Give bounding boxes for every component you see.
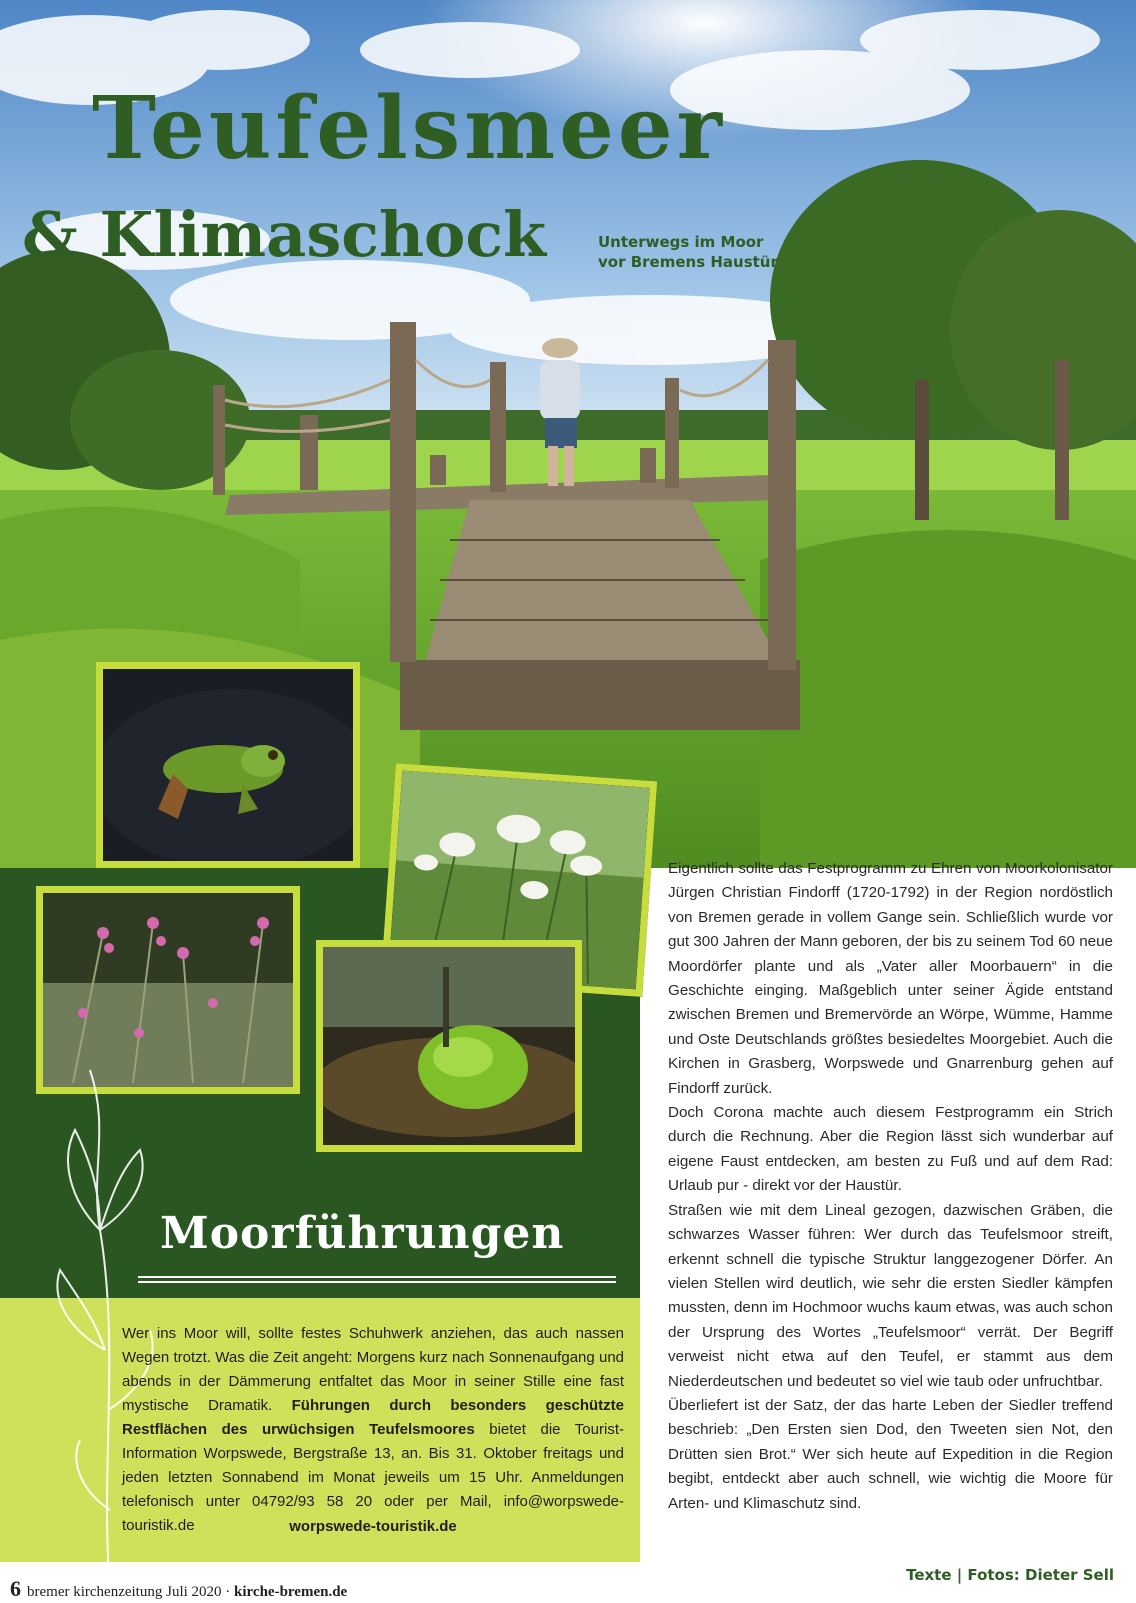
article-paragraph: Doch Corona machte auch diesem Festprogramm ein Strich durch die Rechnung. Aber die Region lässt sich wunderbar auf eigene Faust entdecken, am besten zu Fuß und auf dem Rad: Urlaub pur - direkt vor der Haustür. — [668, 1104, 1113, 1195]
article-body — [668, 857, 1113, 1516]
sidebar-heading: Moorführungen — [160, 1208, 565, 1259]
moss-illustration — [323, 947, 575, 1145]
footer-site-link[interactable]: kirche-bremen.de — [234, 1584, 348, 1600]
article-paragraph: Straßen wie mit dem Lineal gezogen, dazwischen Gräben, die schwarzes Wasser führen: Wer durch das Teufelsmoor streift, erkennt schnell die typische Struktur langgezogener Dörfer. An vielen Stellen wird deutlich, wie sehr die ersten Siedler kämpfen mussten, denn im Hochmoor wuchs kaum etwas, was auch schon der Ursprung des Wortes „Teufelsmoor“ verrät. Der Begriff verweist nicht etwa auf den Teufel, er stammt aus dem Niederdeutschen und bedeutet so viel wie taub oder unfruchtbar. — [668, 1201, 1113, 1390]
page-footer — [10, 1578, 347, 1603]
headline-title: Teufelsmeer — [92, 78, 726, 179]
sidebar-text-part-1: Wer ins Moor will, sollte festes Schuhwerk anziehen, das auch nassen Wegen trotzt. Was die Zeit angeht: Morgens kurz nach Sonnenaufgang und abends in der Dämmerung entfaltet das Moor in seiner Stille eine fast mystische Dramatik. — [122, 1325, 624, 1414]
sidebar-text — [122, 1322, 624, 1538]
heading-divider — [138, 1276, 616, 1283]
frog-illustration — [103, 669, 353, 861]
page-number: 6 — [10, 1576, 21, 1601]
kicker — [598, 232, 778, 272]
kicker-line-1: Unterwegs im Moor — [598, 233, 764, 251]
photo-credit: Texte | Fotos: Dieter Sell — [906, 1566, 1114, 1584]
headline-subtitle: & Klimaschock — [22, 198, 547, 271]
sidebar-text-part-2: bietet die Tourist-Information Worpswede, Bergstraße 13, an. Bis 31. Oktober freitags und jeden letzten Sonnabend im Monat jeweils um 15 Uhr. Anmeldungen telefonisch unter 04792/93 58 20 oder per Mail, info@worpswede-touristik.de — [122, 1421, 624, 1534]
sidebar-text-bold: Führungen durch besonders geschützte Restflächen des urwüchsigen Teufelsmoores — [122, 1397, 624, 1438]
kicker-line-2: vor Bremens Haustür — [598, 253, 778, 271]
publication-name: bremer kirchenzeitung Juli 2020 · — [27, 1584, 235, 1600]
article-paragraph: Eigentlich sollte das Festprogramm zu Ehren von Moorkolonisator Jürgen Christian Findorff (1720-1792) in der Region nordöstlich von Bremen gerade in vollem Gange sein. Schließlich wurde vor gut 300 Jahren der Mann geboren, der bis zu seinem Tod 60 neue Moordörfer plante und als „Vater aller Moorbauern“ in die Geschichte einging. Maßgeblich unter seiner Ägide entstand zwischen Bremen und Bremervörde an Wörpe, Wümme, Hamme und Oste Deutschlands größtes besiedeltes Moorgebiet. Auch die Kirchen in Grasberg, Worpswede und Gnarrenburg gehen auf Findorff zurück. — [668, 860, 1113, 1097]
sidebar-url[interactable]: worpswede-touristik.de — [289, 1518, 457, 1535]
article-paragraph: Überliefert ist der Satz, der das harte Leben der Siedler treffend beschrieb: „Den Ersten sien Dod, den Tweeten sien Not, den Drütten sien Brot.“ Wer sich heute auf Expedition in die Region begibt, entdeckt aber auch schnell, wie wichtig die Moore für Arten- und Klimaschutz sind. — [668, 1396, 1113, 1512]
moss-photo — [316, 940, 582, 1152]
frog-photo — [96, 662, 360, 868]
